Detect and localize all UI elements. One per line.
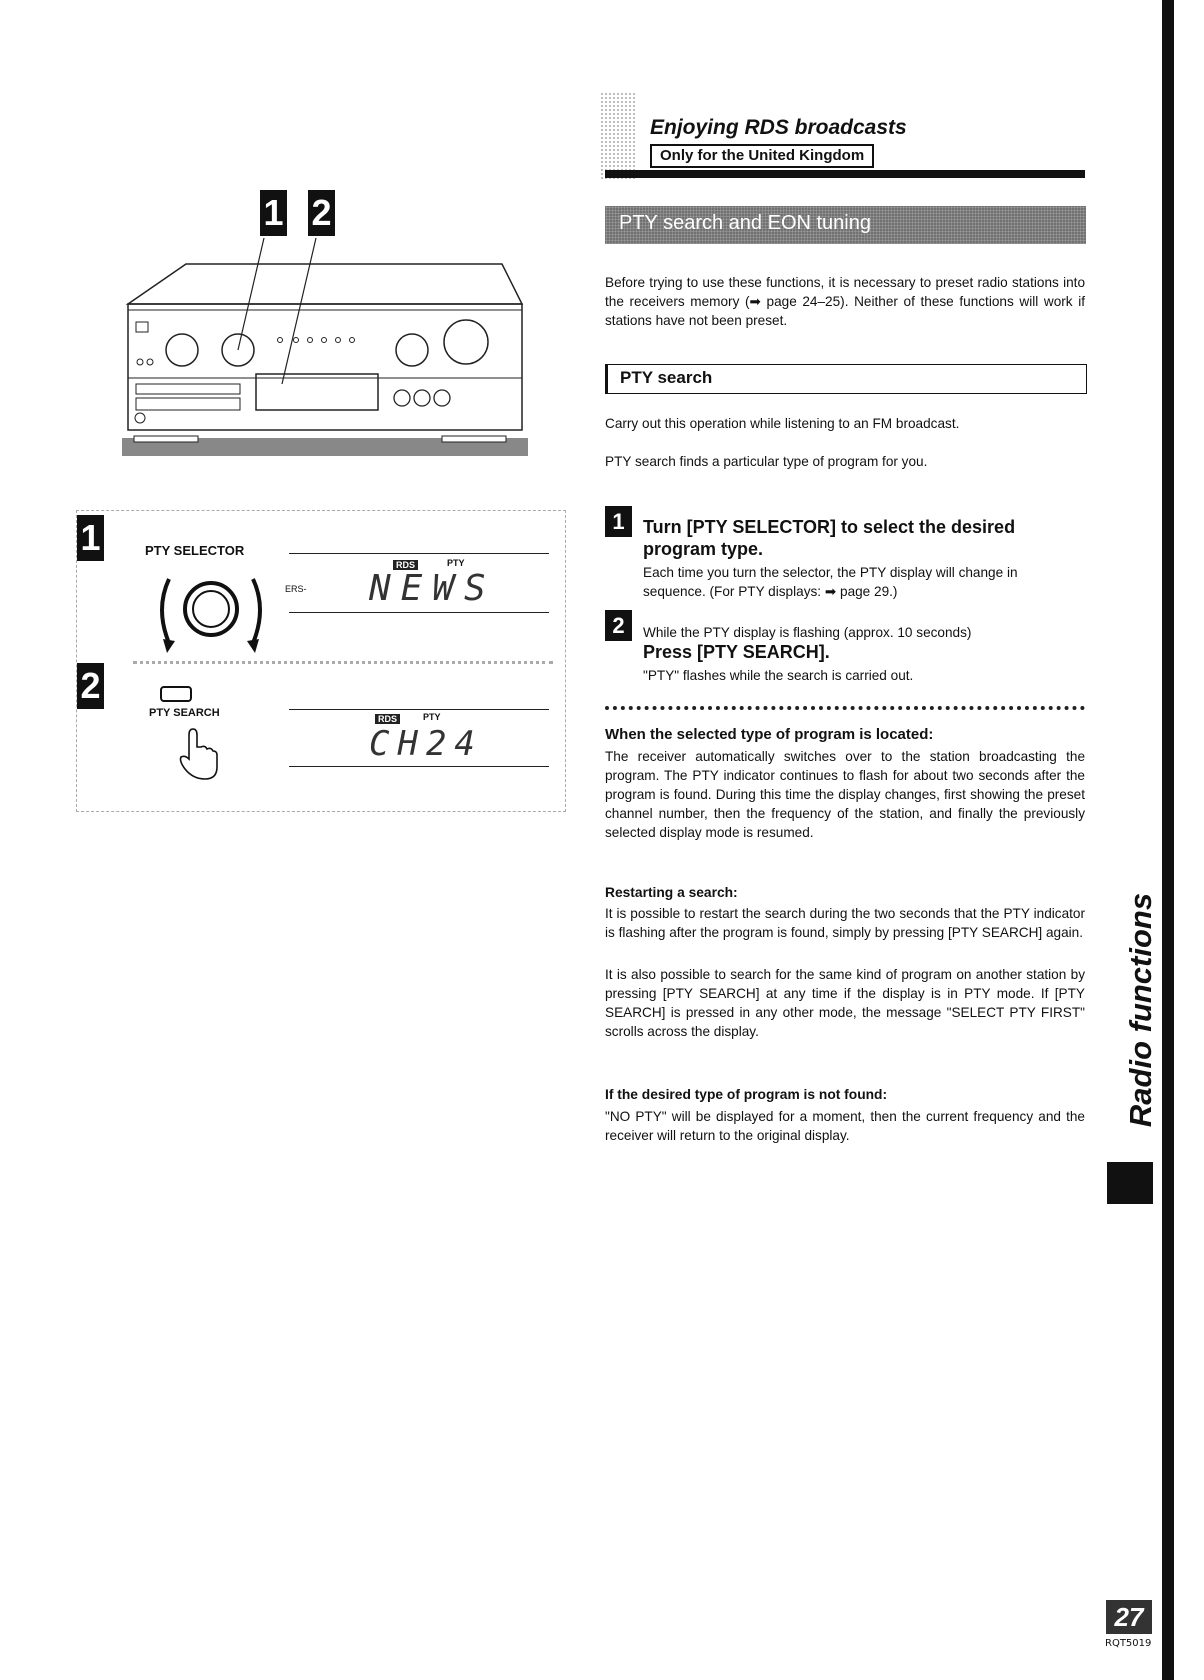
dotted-divider [605,706,1085,710]
step-2-body: "PTY" flashes while the search is carried out. [643,668,914,683]
step-1-badge: 1 [605,506,632,537]
intro-paragraph: Before trying to use these functions, it is necessary to preset radio stations into the receivers memory (➡ page 24–25). Neither of these functions will work if stations have not been preset. [605,275,1085,328]
located-body: The receiver automatically switches over to the station broadcasting the program. The PTY indicator continues to flash for about two seconds after the program is found. During this time the display changes, first showing the preset channel number, then the frequency of the station, and finally the previously selected display mode is resumed. [605,749,1085,840]
figure-step-1-badge: 1 [77,515,104,561]
step-1-body: Each time you turn the selector, the PTY display will change in sequence. (For PTY displays: ➡ page 29.) [643,565,1018,599]
pty-note-2: PTY search finds a particular type of program for you. [605,454,928,469]
pty-display-1 [285,553,549,613]
rds-indicator: RDS [393,560,418,570]
region-note: Only for the United Kingdom [650,144,874,168]
step-2-badge: 2 [605,610,632,641]
pty-selector-knob [141,565,281,665]
pty-search-button-icon [159,685,199,705]
figure-divider [133,661,553,664]
side-tab-label: Radio functions [1123,892,1158,1128]
pty-selector-label: PTY SELECTOR [145,543,245,558]
page-edge-bar [1162,0,1174,1680]
pty-indicator: PTY [447,558,465,568]
title-decoration [600,92,636,180]
section-title: Enjoying RDS broadcasts [650,116,907,139]
side-tab-marker [1107,1162,1153,1204]
step-2-lead: While the PTY display is flashing (approx. 10 seconds) [643,625,972,640]
figure-step-2-badge: 2 [77,663,104,709]
receiver-drawing [120,188,540,460]
step-1-heading: Turn [PTY SELECTOR] to select the desired program type. [643,517,1016,559]
banner-title: PTY search and EON tuning [619,212,871,234]
restarting-body-2: It is also possible to search for the same kind of program on another station by pressing [PTY SEARCH] at any time if the display is in PTY mode. If [PTY SEARCH] is pressed in any other mode, the message "SELECT PTY FIRST" scrolls across the display. [605,967,1085,1039]
title-rule [605,170,1085,178]
pty-display-2 [289,709,549,767]
pty-search-box [605,364,1087,394]
section-banner [605,206,1086,244]
pty-display-1-text: NEWS [369,568,496,609]
pty-note-1: Carry out this operation while listening to an FM broadcast. [605,416,960,431]
hand-press-icon [175,725,235,785]
instruction-figure [76,510,566,812]
not-found-heading: If the desired type of program is not found: [605,1087,888,1102]
not-found-body: "NO PTY" will be displayed for a moment, then the current frequency and the receiver will return to the original display. [605,1109,1085,1143]
callout-2: 2 [308,190,335,236]
page-number: 27 [1106,1600,1152,1634]
receiver-illustration [120,188,540,460]
pty-search-label: PTY search [620,368,713,387]
step-2-heading: Press [PTY SEARCH]. [643,642,830,662]
rds-indicator-2: RDS [375,714,400,724]
pty-display-2-text: CH24 [369,724,483,764]
model-code: RQT5019 [1105,1638,1152,1649]
restarting-heading: Restarting a search: [605,885,738,900]
side-tab [1118,880,1164,1140]
restarting-body-1: It is possible to restart the search during the two seconds that the PTY indicator is flashing after the program is found, simply by pressing [PTY SEARCH] again. [605,906,1085,940]
callout-1: 1 [260,190,287,236]
ers-indicator: ERS- [285,584,307,594]
located-heading: When the selected type of program is located: [605,726,934,743]
pty-indicator-2: PTY [423,712,441,722]
pty-search-label-fig: PTY SEARCH [149,707,220,719]
